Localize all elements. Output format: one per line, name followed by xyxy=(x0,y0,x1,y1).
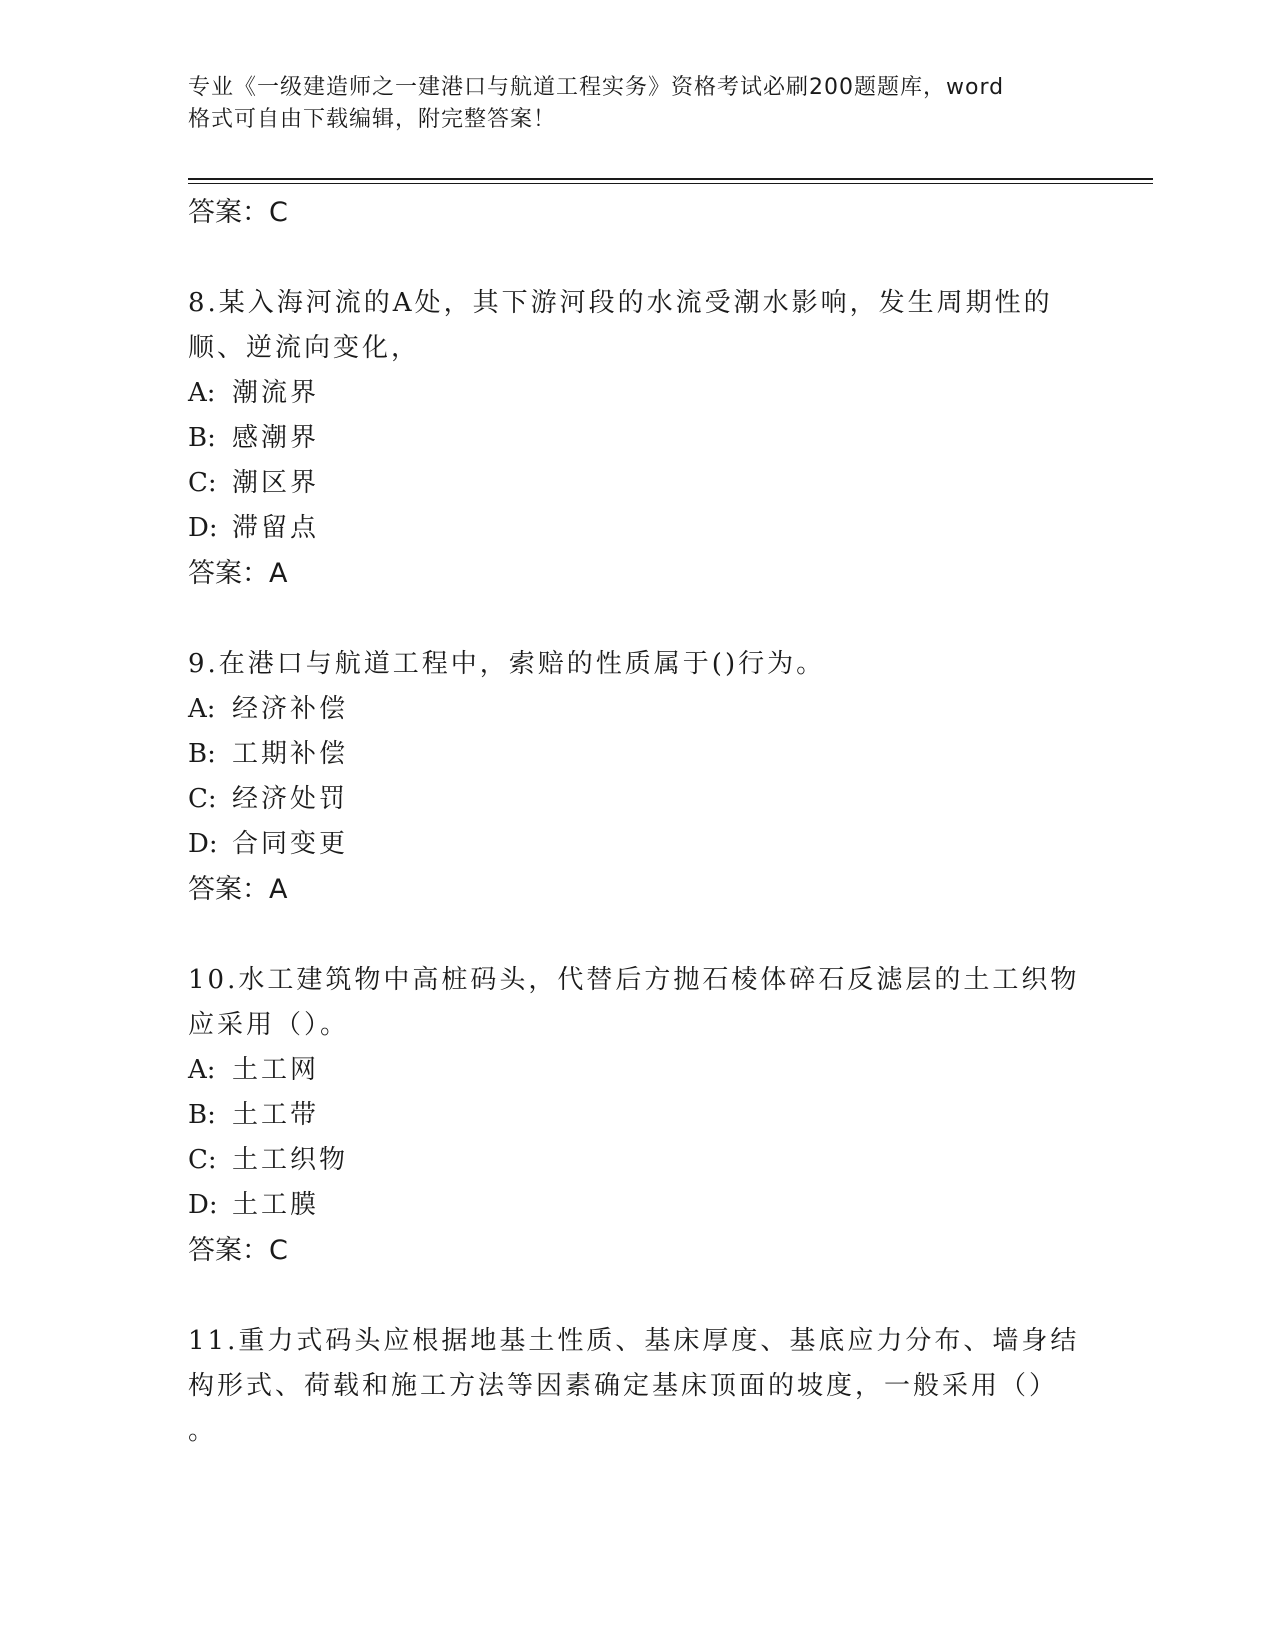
question-text: 10.水工建筑物中高桩码头，代替后方抛石棱体碎石反滤层的土工织物 xyxy=(188,965,1080,995)
answer-line: 答案：A xyxy=(188,558,288,589)
option-text: 土工膜 xyxy=(232,1190,320,1220)
option-text: 工期补偿 xyxy=(232,739,349,769)
option-key: A: xyxy=(188,378,216,408)
option-d xyxy=(188,822,1088,867)
answer-line: 答案：C xyxy=(188,197,288,228)
answer-line: 答案：A xyxy=(188,874,288,905)
question-block xyxy=(188,958,1088,1273)
option-key: C: xyxy=(188,784,217,814)
option-text: 经济补偿 xyxy=(232,694,349,724)
header-rule-thin xyxy=(188,183,1153,184)
question-list xyxy=(188,190,1088,1454)
option-key: B: xyxy=(188,739,216,769)
option-key: C: xyxy=(188,1145,217,1175)
option-key: B: xyxy=(188,423,216,453)
header-rule-thick xyxy=(188,178,1153,180)
answer-line: 答案：C xyxy=(188,1235,288,1266)
option-a xyxy=(188,687,1088,732)
option-d xyxy=(188,1183,1088,1228)
header-line-1: 专业《一级建造师之一建港口与航道工程实务》资格考试必刷200题题库，word xyxy=(188,75,1005,100)
question-text: 11.重力式码头应根据地基土性质、基床厚度、基底应力分布、墙身结 xyxy=(188,1326,1080,1356)
question-block xyxy=(188,281,1088,596)
document-header xyxy=(188,72,1068,136)
option-text: 土工网 xyxy=(232,1055,320,1085)
option-b xyxy=(188,1093,1088,1138)
option-text: 经济处罚 xyxy=(232,784,349,814)
option-c xyxy=(188,1138,1088,1183)
option-a xyxy=(188,1048,1088,1093)
option-text: 合同变更 xyxy=(232,829,349,859)
option-text: 潮区界 xyxy=(232,468,320,498)
option-key: B: xyxy=(188,1100,216,1130)
option-text: 滞留点 xyxy=(232,513,320,543)
option-text: 土工带 xyxy=(232,1100,320,1130)
option-key: D: xyxy=(188,829,218,859)
option-key: D: xyxy=(188,1190,218,1220)
option-key: A: xyxy=(188,694,216,724)
option-b xyxy=(188,416,1088,461)
question-text: 。 xyxy=(188,1416,218,1446)
question-text: 应采用（）。 xyxy=(188,1010,350,1040)
option-key: D: xyxy=(188,513,218,543)
option-c xyxy=(188,461,1088,506)
option-key: A: xyxy=(188,1055,216,1085)
question-block xyxy=(188,1319,1088,1454)
option-text: 潮流界 xyxy=(232,378,320,408)
question-text: 构形式、荷载和施工方法等因素确定基床顶面的坡度，一般采用（） xyxy=(188,1371,1059,1401)
question-text: 8.某入海河流的A处，其下游河段的水流受潮水影响，发生周期性的 xyxy=(188,288,1053,318)
question-block xyxy=(188,642,1088,912)
question-text: 顺、逆流向变化， xyxy=(188,333,421,363)
option-text: 感潮界 xyxy=(232,423,320,453)
option-a xyxy=(188,371,1088,416)
question-text: 9.在港口与航道工程中，索赔的性质属于()行为。 xyxy=(188,649,826,679)
header-line-2: 格式可自由下载编辑，附完整答案！ xyxy=(188,107,557,132)
option-d xyxy=(188,506,1088,551)
option-b xyxy=(188,732,1088,777)
option-key: C: xyxy=(188,468,217,498)
option-text: 土工织物 xyxy=(232,1145,349,1175)
option-c xyxy=(188,777,1088,822)
